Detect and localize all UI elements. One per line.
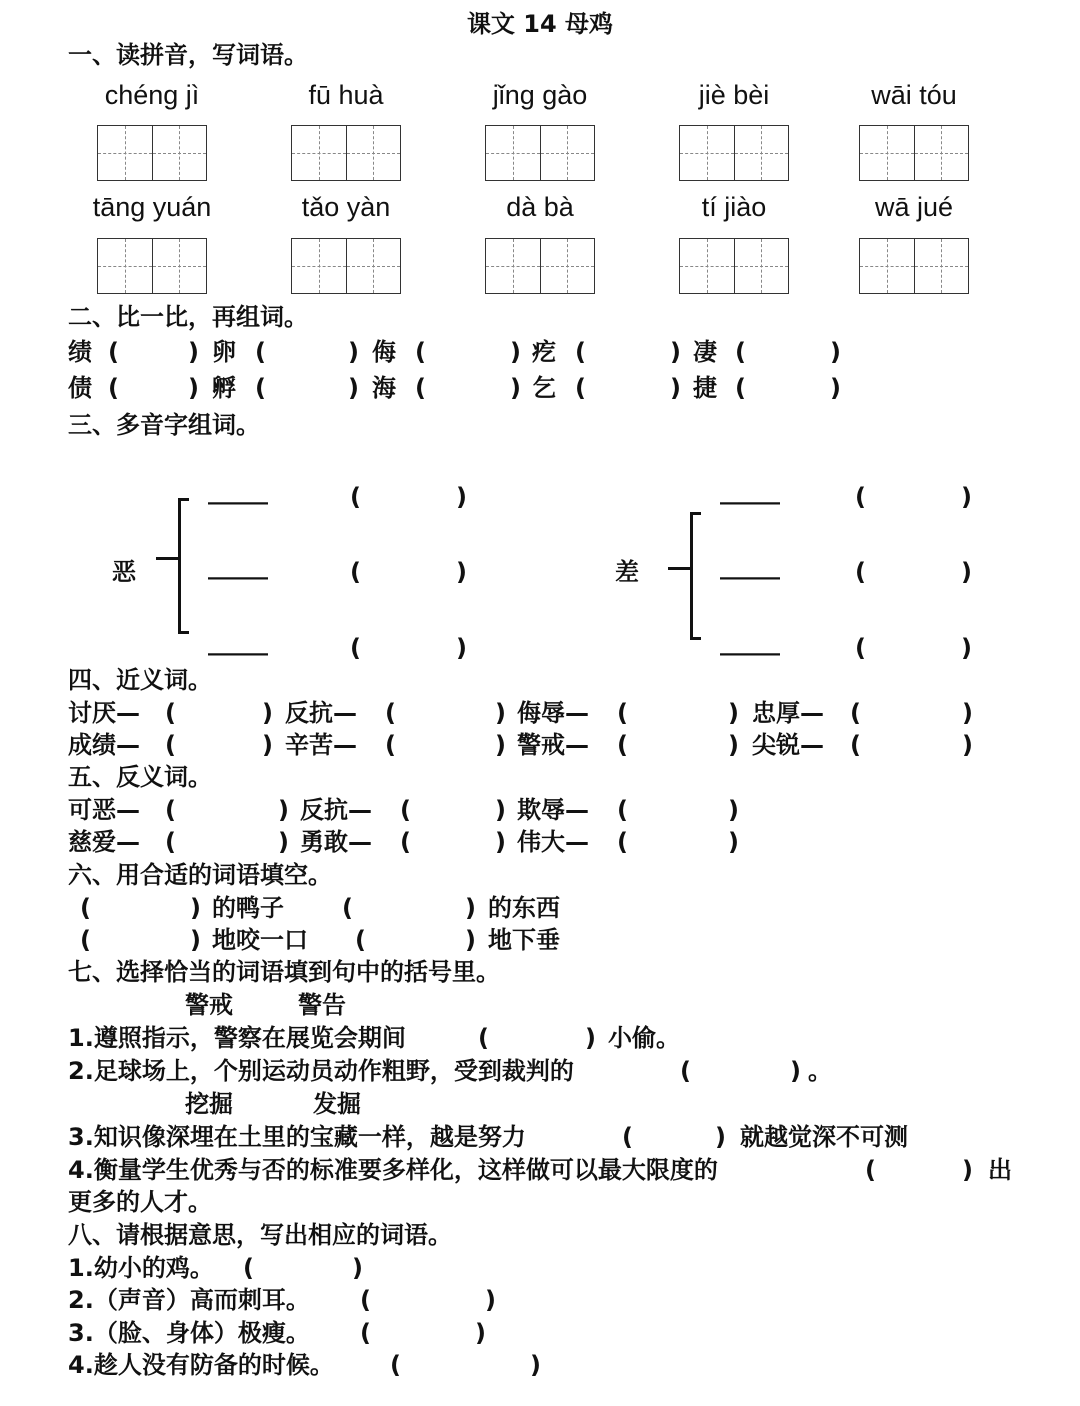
close-paren: ) xyxy=(262,731,273,759)
word-choice: 挖掘 xyxy=(185,1090,233,1118)
close-paren: ) xyxy=(278,828,289,856)
character-writing-box[interactable] xyxy=(485,238,595,294)
sentence-text: 3.知识像深埋在土里的宝藏一样，越是努力 xyxy=(68,1123,526,1151)
pinyin-label: jǐng gào xyxy=(492,80,588,110)
open-paren: ( xyxy=(165,828,176,856)
close-paren: ) xyxy=(830,374,841,402)
open-paren: ( xyxy=(350,558,361,586)
sentence-text: 1.遵照指示，警察在展览会期间 xyxy=(68,1024,406,1052)
sentence-text: 小偷。 xyxy=(608,1024,680,1052)
character-writing-box[interactable] xyxy=(97,238,207,294)
open-paren: ( xyxy=(865,1156,876,1184)
open-paren: ( xyxy=(575,338,586,366)
close-paren: ) xyxy=(670,374,681,402)
pinyin-label: tāng yuán xyxy=(92,192,212,222)
brace-tick xyxy=(668,567,690,570)
character-writing-box[interactable] xyxy=(859,125,969,181)
close-paren: ) xyxy=(190,926,201,954)
close-paren: ) xyxy=(262,699,273,727)
compare-char: 乞 xyxy=(532,374,556,402)
synonym-word: 成绩— xyxy=(68,731,140,759)
open-paren: ( xyxy=(350,634,361,662)
section-4-heading: 四、近义词。 xyxy=(68,666,212,694)
pinyin-label: jiè bèi xyxy=(698,80,770,110)
answer-blank[interactable] xyxy=(869,633,959,663)
open-paren: ( xyxy=(342,894,353,922)
definition-text: 2.（声音）高而刺耳。 xyxy=(68,1286,310,1314)
close-paren: ) xyxy=(495,796,506,824)
pinyin-blank[interactable]: _____ xyxy=(720,628,780,656)
grid-cell[interactable] xyxy=(98,239,153,293)
close-paren: ) xyxy=(961,634,972,662)
answer-blank[interactable] xyxy=(374,1285,483,1315)
sentence-text: 4.衡量学生优秀与否的标准要多样化，这样做可以最大限度的 xyxy=(68,1156,718,1184)
answer-blank[interactable] xyxy=(364,633,454,663)
synonym-word: 侮辱— xyxy=(517,699,589,727)
open-paren: ( xyxy=(400,796,411,824)
synonym-word: 尖锐— xyxy=(752,731,824,759)
close-paren: ) xyxy=(495,699,506,727)
synonym-word: 辛苦— xyxy=(285,731,357,759)
grid-cell[interactable] xyxy=(292,126,347,180)
answer-blank[interactable] xyxy=(694,1056,788,1086)
answer-blank[interactable] xyxy=(631,795,726,825)
grid-cell[interactable] xyxy=(915,126,969,180)
close-paren: ) xyxy=(830,338,841,366)
open-paren: ( xyxy=(478,1024,489,1052)
answer-blank[interactable] xyxy=(257,1253,350,1283)
open-paren: ( xyxy=(243,1254,254,1282)
answer-blank[interactable] xyxy=(749,373,828,403)
answer-blank[interactable] xyxy=(404,1350,528,1380)
answer-blank[interactable] xyxy=(589,373,668,403)
section-8-heading: 八、请根据意思，写出相应的词语。 xyxy=(68,1221,452,1249)
compare-char: 债 xyxy=(68,374,92,402)
compare-char: 绩 xyxy=(68,338,92,366)
close-paren: ) xyxy=(961,558,972,586)
close-paren: ) xyxy=(190,894,201,922)
open-paren: ( xyxy=(680,1057,691,1085)
pinyin-label: tǎo yàn xyxy=(301,192,391,222)
character-writing-box[interactable] xyxy=(97,125,207,181)
grid-cell[interactable] xyxy=(541,126,595,180)
grid-cell[interactable] xyxy=(153,126,207,180)
answer-blank[interactable] xyxy=(864,698,960,728)
close-paren: ) xyxy=(465,926,476,954)
close-paren: ) xyxy=(670,338,681,366)
answer-blank[interactable] xyxy=(179,730,260,760)
close-paren: ) xyxy=(728,731,739,759)
open-paren: ( xyxy=(165,731,176,759)
answer-blank[interactable] xyxy=(122,373,186,403)
phrase-suffix: 的东西 xyxy=(488,894,560,922)
close-paren: ) xyxy=(188,374,199,402)
open-paren: ( xyxy=(617,828,628,856)
grid-cell[interactable] xyxy=(860,239,915,293)
close-paren: ) xyxy=(728,699,739,727)
answer-blank[interactable] xyxy=(429,337,508,367)
antonym-word: 慈爱— xyxy=(68,828,140,856)
open-paren: ( xyxy=(80,894,91,922)
answer-blank[interactable] xyxy=(122,337,186,367)
section-2-heading: 二、比一比，再组词。 xyxy=(68,303,308,331)
grid-cell[interactable] xyxy=(98,126,153,180)
open-paren: ( xyxy=(850,731,861,759)
open-paren: ( xyxy=(617,796,628,824)
word-choice: 警告 xyxy=(298,991,346,1019)
close-paren: ) xyxy=(962,699,973,727)
synonym-word: 警戒— xyxy=(517,731,589,759)
open-paren: ( xyxy=(165,699,176,727)
answer-blank[interactable] xyxy=(631,730,726,760)
character-writing-box[interactable] xyxy=(291,125,401,181)
answer-blank[interactable] xyxy=(179,698,260,728)
answer-blank[interactable] xyxy=(364,482,454,512)
antonym-word: 反抗— xyxy=(300,796,372,824)
answer-blank[interactable] xyxy=(364,557,454,587)
close-paren: ) xyxy=(962,731,973,759)
close-paren: ) xyxy=(728,796,739,824)
antonym-word: 伟大— xyxy=(517,828,589,856)
grid-cell[interactable] xyxy=(347,126,401,180)
sentence-text: 出 xyxy=(988,1156,1012,1184)
close-paren: ) xyxy=(530,1351,541,1379)
close-paren: ) xyxy=(348,374,359,402)
answer-blank[interactable] xyxy=(631,698,726,728)
antonym-word: 可恶— xyxy=(68,796,140,824)
pinyin-label: wā jué xyxy=(874,192,954,222)
answer-blank[interactable] xyxy=(399,698,493,728)
answer-blank[interactable] xyxy=(414,795,493,825)
antonym-word: 勇敢— xyxy=(300,828,372,856)
answer-blank[interactable] xyxy=(356,893,463,923)
word-choice: 发掘 xyxy=(313,1090,361,1118)
answer-blank[interactable] xyxy=(399,730,493,760)
pinyin-label: dà bà xyxy=(506,192,574,222)
open-paren: ( xyxy=(80,926,91,954)
answer-blank[interactable] xyxy=(869,482,959,512)
character-writing-box[interactable] xyxy=(679,125,789,181)
open-paren: ( xyxy=(855,634,866,662)
character-writing-box[interactable] xyxy=(291,238,401,294)
answer-blank[interactable] xyxy=(589,337,668,367)
pinyin-blank[interactable]: _____ xyxy=(208,628,268,656)
open-paren: ( xyxy=(390,1351,401,1379)
compare-char: 凄 xyxy=(693,338,717,366)
answer-blank[interactable] xyxy=(179,827,276,857)
answer-blank[interactable] xyxy=(749,337,828,367)
grid-cell[interactable] xyxy=(347,239,401,293)
answer-blank[interactable] xyxy=(269,337,346,367)
close-paren: ) xyxy=(510,338,521,366)
answer-blank[interactable] xyxy=(864,730,960,760)
pinyin-label: wāi tóu xyxy=(871,80,957,110)
pinyin-label: chéng jì xyxy=(104,80,200,110)
section-1-heading: 一、读拼音，写词语。 xyxy=(68,41,308,69)
compare-char: 海 xyxy=(372,374,396,402)
close-paren: ) xyxy=(728,828,739,856)
open-paren: ( xyxy=(255,338,266,366)
open-paren: ( xyxy=(355,926,366,954)
open-paren: ( xyxy=(622,1123,633,1151)
close-paren: ) xyxy=(278,796,289,824)
open-paren: ( xyxy=(735,338,746,366)
close-paren: ) xyxy=(188,338,199,366)
word-choice: 警戒 xyxy=(185,991,233,1019)
answer-blank[interactable] xyxy=(631,827,726,857)
answer-blank[interactable] xyxy=(869,557,959,587)
grid-cell[interactable] xyxy=(735,239,789,293)
compare-char: 捷 xyxy=(693,374,717,402)
definition-text: 4.趁人没有防备的时候。 xyxy=(68,1351,334,1379)
grid-cell[interactable] xyxy=(153,239,207,293)
definition-text: 1.幼小的鸡。 xyxy=(68,1254,214,1282)
pinyin-blank[interactable]: _____ xyxy=(208,477,268,505)
pinyin-blank[interactable]: _____ xyxy=(720,552,780,580)
answer-blank[interactable] xyxy=(369,925,463,955)
open-paren: ( xyxy=(575,374,586,402)
answer-blank[interactable] xyxy=(374,1318,473,1348)
sentence-text: 更多的人才。 xyxy=(68,1188,212,1216)
answer-blank[interactable] xyxy=(429,373,508,403)
open-paren: ( xyxy=(255,374,266,402)
character-writing-box[interactable] xyxy=(485,125,595,181)
close-paren: ) xyxy=(495,731,506,759)
answer-blank[interactable] xyxy=(269,373,346,403)
phrase-suffix: 地咬一口 xyxy=(212,926,308,954)
open-paren: ( xyxy=(165,796,176,824)
close-paren: ) xyxy=(790,1057,801,1085)
open-paren: ( xyxy=(617,699,628,727)
sentence-text: 。 xyxy=(808,1057,832,1085)
synonym-word: 反抗— xyxy=(285,699,357,727)
page-title: 课文 14 母鸡 xyxy=(466,10,614,38)
close-paren: ) xyxy=(465,894,476,922)
brace-icon xyxy=(178,498,189,634)
close-paren: ) xyxy=(348,338,359,366)
close-paren: ) xyxy=(456,558,467,586)
polyphonic-char: 差 xyxy=(615,558,639,586)
character-writing-box[interactable] xyxy=(679,238,789,294)
answer-blank[interactable] xyxy=(879,1155,960,1185)
character-writing-box[interactable] xyxy=(859,238,969,294)
open-paren: ( xyxy=(415,374,426,402)
open-paren: ( xyxy=(855,558,866,586)
grid-cell[interactable] xyxy=(915,239,969,293)
sentence-text: 2.足球场上，个别运动员动作粗野，受到裁判的 xyxy=(68,1057,574,1085)
synonym-word: 忠厚— xyxy=(752,699,824,727)
grid-cell[interactable] xyxy=(735,126,789,180)
phrase-suffix: 的鸭子 xyxy=(212,894,284,922)
polyphonic-char: 恶 xyxy=(112,558,136,586)
grid-cell[interactable] xyxy=(680,239,735,293)
pinyin-blank[interactable]: _____ xyxy=(720,477,780,505)
open-paren: ( xyxy=(850,699,861,727)
compare-char: 侮 xyxy=(372,338,396,366)
sentence-text: 就越觉深不可测 xyxy=(740,1123,908,1151)
section-7-heading: 七、选择恰当的词语填到句中的括号里。 xyxy=(68,958,500,986)
close-paren: ) xyxy=(485,1286,496,1314)
close-paren: ) xyxy=(962,1156,973,1184)
close-paren: ) xyxy=(352,1254,363,1282)
definition-text: 3.（脸、身体）极瘦。 xyxy=(68,1319,310,1347)
pinyin-label: tí jiào xyxy=(701,192,767,222)
grid-cell[interactable] xyxy=(541,239,595,293)
open-paren: ( xyxy=(415,338,426,366)
close-paren: ) xyxy=(495,828,506,856)
open-paren: ( xyxy=(108,374,119,402)
grid-cell[interactable] xyxy=(486,239,541,293)
close-paren: ) xyxy=(961,483,972,511)
open-paren: ( xyxy=(855,483,866,511)
answer-blank[interactable] xyxy=(636,1122,713,1152)
close-paren: ) xyxy=(456,483,467,511)
brace-icon xyxy=(690,512,701,640)
synonym-word: 讨厌— xyxy=(68,699,140,727)
answer-blank[interactable] xyxy=(94,925,188,955)
open-paren: ( xyxy=(400,828,411,856)
close-paren: ) xyxy=(715,1123,726,1151)
close-paren: ) xyxy=(475,1319,486,1347)
section-6-heading: 六、用合适的词语填空。 xyxy=(68,861,332,889)
antonym-word: 欺辱— xyxy=(517,796,589,824)
open-paren: ( xyxy=(385,731,396,759)
answer-blank[interactable] xyxy=(492,1023,583,1053)
phrase-suffix: 地下垂 xyxy=(488,926,560,954)
brace-tick xyxy=(156,557,178,560)
grid-cell[interactable] xyxy=(486,126,541,180)
compare-char: 疙 xyxy=(532,338,556,366)
close-paren: ) xyxy=(585,1024,596,1052)
open-paren: ( xyxy=(617,731,628,759)
answer-blank[interactable] xyxy=(179,795,276,825)
grid-cell[interactable] xyxy=(680,126,735,180)
pinyin-blank[interactable]: _____ xyxy=(208,552,268,580)
open-paren: ( xyxy=(108,338,119,366)
answer-blank[interactable] xyxy=(94,893,188,923)
grid-cell[interactable] xyxy=(860,126,915,180)
section-3-heading: 三、多音字组词。 xyxy=(68,411,260,439)
open-paren: ( xyxy=(735,374,746,402)
compare-char: 卵 xyxy=(212,338,236,366)
answer-blank[interactable] xyxy=(414,827,493,857)
section-5-heading: 五、反义词。 xyxy=(68,763,212,791)
open-paren: ( xyxy=(360,1286,371,1314)
pinyin-label: fū huà xyxy=(308,80,384,110)
grid-cell[interactable] xyxy=(292,239,347,293)
open-paren: ( xyxy=(360,1319,371,1347)
close-paren: ) xyxy=(456,634,467,662)
close-paren: ) xyxy=(510,374,521,402)
open-paren: ( xyxy=(350,483,361,511)
open-paren: ( xyxy=(385,699,396,727)
compare-char: 孵 xyxy=(212,374,236,402)
